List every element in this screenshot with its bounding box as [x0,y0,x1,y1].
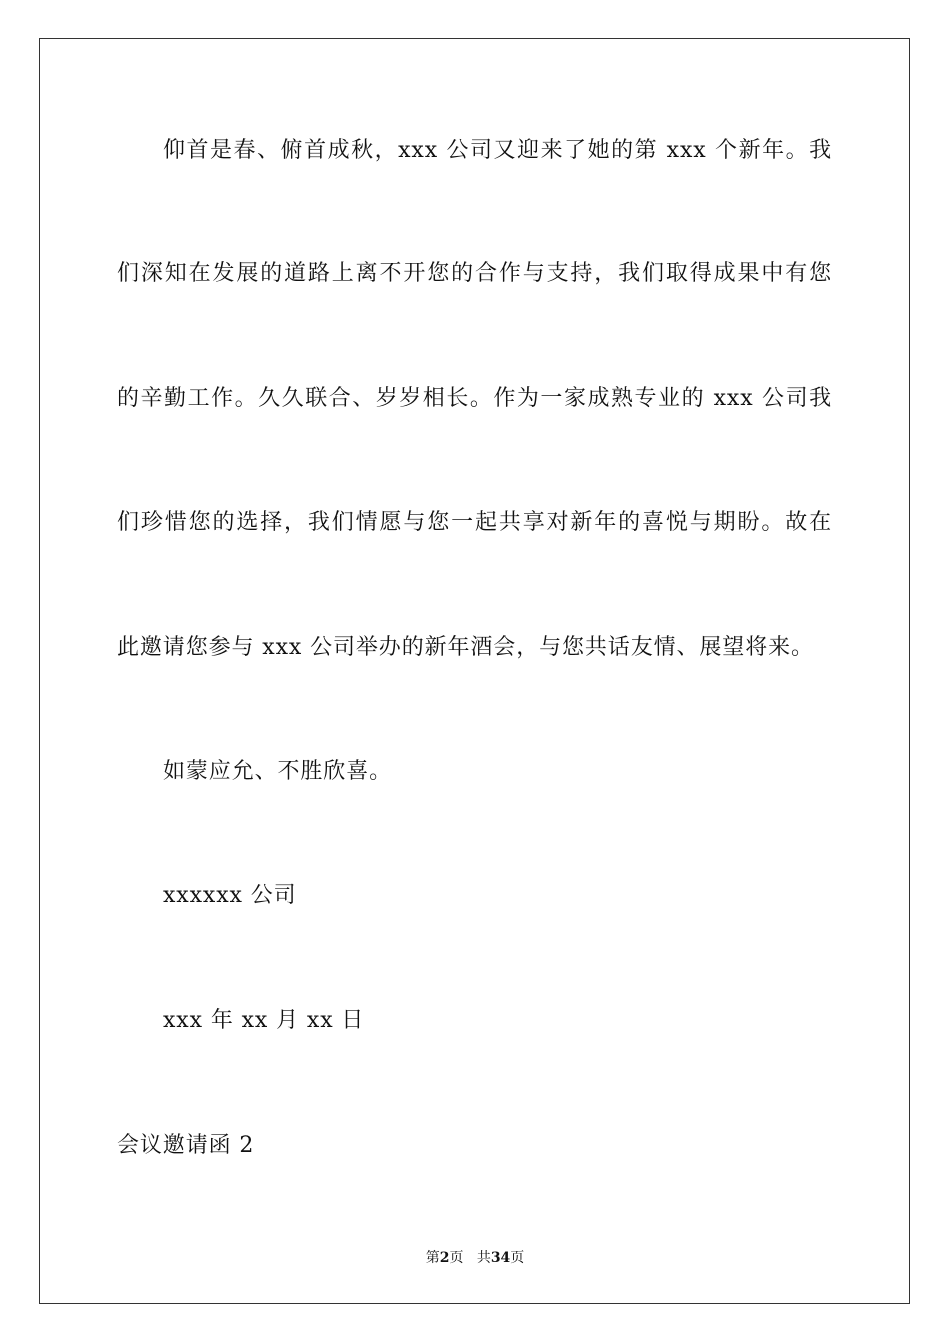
signature-date: xxx 年 xx 月 xx 日 [163,1008,365,1033]
paragraph-line-2: 们深知在发展的道路上离不开您的合作与支持，我们取得成果中有您 [117,261,832,286]
paragraph-line-4: 们珍惜您的选择，我们情愿与您一起共享对新年的喜悦与期盼。故在 [117,510,832,535]
footer-total-prefix: 共 [476,1250,491,1266]
paragraph-line-1: 仰首是春、俯首成秋，xxx 公司又迎来了她的第 xxx 个新年。我 [163,138,832,163]
page-footer [0,1249,950,1267]
footer-page-number: 2 [439,1250,450,1266]
footer-page-suffix: 页 [449,1250,464,1266]
footer-total-suffix: 页 [510,1250,525,1266]
signature-company: xxxxxx 公司 [163,883,297,908]
paragraph-line-5: 此邀请您参与 xxx 公司举办的新年酒会，与您共话友情、展望将来。 [117,635,814,660]
page-frame [39,38,910,1304]
footer-page-prefix: 第 [425,1250,440,1266]
paragraph-line-3: 的辛勤工作。久久联合、岁岁相长。作为一家成熟专业的 xxx 公司我 [117,386,832,411]
footer-total-pages: 34 [490,1250,511,1266]
section-heading: 会议邀请函 2 [117,1133,255,1158]
closing-text: 如蒙应允、不胜欣喜。 [163,759,393,784]
